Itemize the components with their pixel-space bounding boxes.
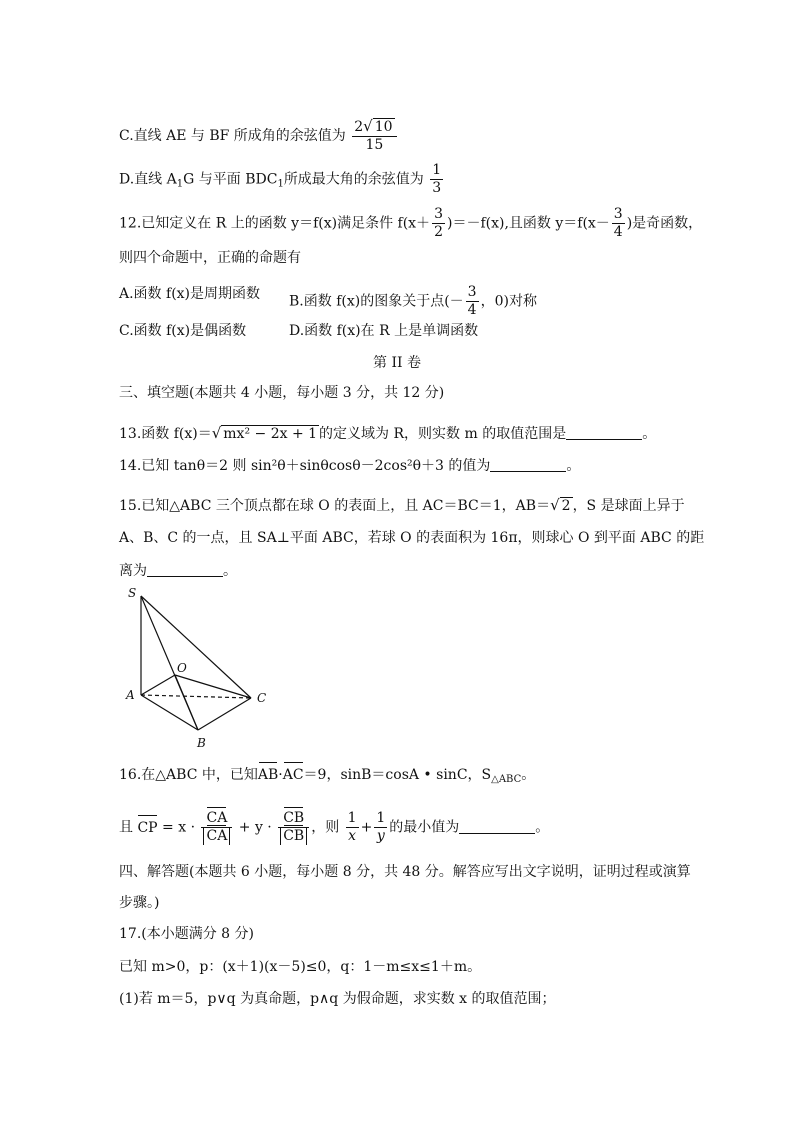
- edge-BC: [198, 698, 251, 730]
- option-12-c: C.函数 f(x)是偶函数: [119, 323, 247, 339]
- label-S: S: [128, 586, 137, 600]
- question-17-condition: 已知 m>0，p：(x＋1)(x－5)≤0，q：1－m≤x≤1＋m。: [119, 959, 482, 975]
- fraction: $\frac{2√ 10}{15}$: [352, 118, 396, 154]
- edge-OA: [141, 675, 175, 695]
- question-12: 12.已知定义在 R 上的函数 y＝f(x)满足条件 f(x＋ $\frac{3}{2}$ )＝－f(x),且函数 y＝f(x－ $\frac{3}{4}$ )是奇函数，: [119, 206, 703, 240]
- question-15: 15.已知△ABC 三个顶点都在球 O 的表面上，且 AC＝BC＝1，AB＝√ 2 ，S 是球面上异于: [119, 496, 685, 514]
- pyramid-figure: [120, 585, 280, 755]
- section-3-heading: 三、填空题(本题共 4 小题，每小题 3 分，共 12 分): [119, 385, 445, 401]
- question-13: 13.函数 f(x)＝√ mx² − 2x + 1 的定义域为 R，则实数 m 的取值范围是 。: [119, 424, 657, 442]
- question-16: 16.在△ABC 中，已知AB·AC＝9，sinB＝cosA • sinC，$S_{\triangle ABC}$。: [119, 767, 536, 785]
- label-C: C: [257, 691, 267, 705]
- edge-AB: [141, 695, 198, 730]
- section-4-heading-line2: 步骤。): [119, 895, 160, 911]
- fraction: $\frac{3}{4}$: [613, 206, 623, 240]
- answer-blank: [459, 819, 535, 834]
- fraction: $\frac{3}{4}$: [467, 284, 477, 318]
- question-15-line2: A、B、C 的一点，且 SA⊥平面 ABC，若球 O 的表面积为 16π，则球心 O 到平面 ABC 的距: [119, 530, 705, 546]
- answer-blank: [490, 457, 566, 472]
- label-O: O: [177, 661, 187, 675]
- fraction: $\frac{1}{3}$: [432, 162, 442, 196]
- part-heading: 第 II 卷: [373, 355, 421, 371]
- option-12-a: A.函数 f(x)是周期函数: [119, 286, 261, 302]
- question-16-line2: 且 CP = x · $\frac{CA}{CA}$ + y · $\frac{CB}{CB}$ ，则 $\frac{1}{x}$ + $\frac{1}{y}$ 的最小值为 。: [119, 810, 550, 844]
- edge-SC: [141, 596, 251, 698]
- fraction: $\frac{CB}{CB}$: [278, 810, 309, 845]
- fraction: $\frac{1}{x}$: [347, 810, 357, 844]
- label-B: B: [197, 736, 206, 750]
- edge-OB: [175, 675, 198, 730]
- label-A: A: [126, 688, 135, 702]
- question-12-line2: 则四个命题中，正确的命题有: [119, 250, 301, 266]
- question-17-part1: (1)若 m＝5，p∨q 为真命题，p∧q 为假命题，求实数 x 的取值范围；: [119, 991, 556, 1007]
- answer-blank: [566, 425, 642, 440]
- option-12-b: B.函数 f(x)的图象关于点(－ $\frac{3}{4}$ ，0)对称: [289, 284, 537, 318]
- edge-AC: [141, 695, 251, 698]
- answer-blank: [147, 562, 223, 577]
- option-d: D.直线 $A_1G$ 与平面 $BDC_1$所成最大角的余弦值为 $\frac{1}{3}$: [119, 162, 442, 196]
- section-4-heading: 四、解答题(本题共 6 小题，每小题 8 分，共 48 分。解答应写出文字说明，证明过程或演算: [119, 864, 691, 880]
- fraction: $\frac{CA}{CA}$: [201, 810, 232, 845]
- fraction: $\frac{1}{y}$: [376, 810, 386, 844]
- edge-OC: [175, 675, 251, 698]
- option-c: C.直线 AE 与 BF 所成角的余弦值为 $\frac{2√ 10}{15}$: [119, 118, 399, 154]
- option-12-d: D.函数 f(x)在 R 上是单调函数: [289, 323, 479, 339]
- question-14: 14.已知 tanθ＝2 则 sin²θ＋sinθcosθ－2cos²θ＋3 的值为 。: [119, 458, 581, 474]
- question-17-title: 17.(本小题满分 8 分): [119, 926, 254, 942]
- question-15-line3: 离为 。: [119, 563, 237, 579]
- fraction: $\frac{3}{2}$: [434, 206, 443, 240]
